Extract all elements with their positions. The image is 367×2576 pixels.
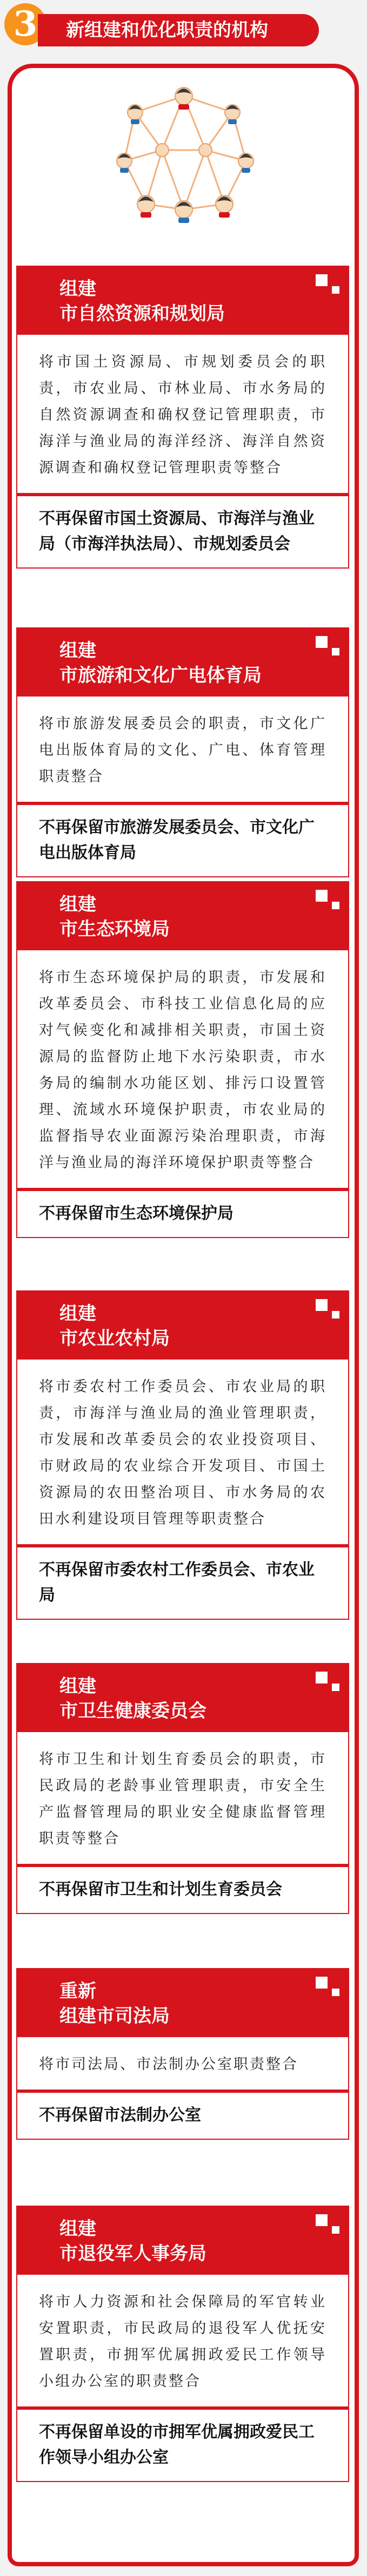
card-header <box>16 881 349 950</box>
card-footer: 不再保留市旅游发展委员会、市文化广电出版体育局 <box>16 803 349 877</box>
card-description: 将市司法局、市法制办公室职责整合 <box>39 2056 298 2073</box>
network-people-illustration <box>103 75 265 231</box>
decorative-square-icon <box>316 1672 328 1683</box>
org-card-ecology-environment <box>16 881 349 1238</box>
card-footer: 不再保留市法制办公室 <box>16 2091 349 2140</box>
card-body <box>16 950 349 1189</box>
card-action: 组建 <box>59 640 96 661</box>
decorative-square-icon <box>332 1311 339 1319</box>
org-card-veterans-affairs <box>16 2206 349 2482</box>
card-action: 组建 <box>59 1303 96 1324</box>
decorative-square-icon <box>316 2214 328 2226</box>
org-card-tourism-culture <box>16 627 349 877</box>
org-card-agriculture <box>16 1290 349 1620</box>
card-header <box>16 1290 349 1360</box>
card-header <box>16 1968 349 2037</box>
decorative-square-icon <box>332 1683 339 1691</box>
decorative-square-icon <box>316 890 328 902</box>
card-body <box>16 2037 349 2091</box>
decorative-square-icon <box>316 274 328 286</box>
card-action: 组建 <box>59 2218 96 2240</box>
card-title: 市退役军人事务局 <box>59 2243 206 2264</box>
card-description: 将市国土资源局、市规划委员会的职责，市农业局、市林业局、市水务局的自然资源调查和确权登记管理职责，市海洋与渔业局的海洋经济、海洋自然资源调查和确权登记管理职责等整合 <box>39 354 326 476</box>
card-description: 将市卫生和计划生育委员会的职责，市民政局的老龄事业管理职责，市安全生产监督管理局的职业安全健康监督管理职责等整合 <box>39 1751 326 1847</box>
section-number-badge: 3 <box>4 3 46 45</box>
card-body <box>16 2275 349 2408</box>
decorative-square-icon <box>332 286 339 294</box>
card-footer: 不再保留市国土资源局、市海洋与渔业局（市海洋执法局）、市规划委员会 <box>16 494 349 569</box>
card-footer: 不再保留单设的市拥军优属拥政爱民工作领导小组办公室 <box>16 2408 349 2482</box>
decorative-square-icon <box>332 902 339 909</box>
card-footer: 不再保留市委农村工作委员会、市农业局 <box>16 1545 349 1620</box>
card-description: 将市委农村工作委员会、市农业局的职责，市海洋与渔业局的渔业管理职责，市发展和改革委员会的农业投资项目、市财政局的农业综合开发项目、市国土资源局的农田整治项目、市水务局的农田水利建设项目管理等职责整合 <box>39 1378 326 1527</box>
card-body <box>16 1360 349 1545</box>
decorative-square-icon <box>332 1989 339 1996</box>
card-body <box>16 1732 349 1865</box>
card-header <box>16 2206 349 2275</box>
card-action: 组建 <box>59 894 96 915</box>
card-action: 组建 <box>59 278 96 300</box>
card-title: 市自然资源和规划局 <box>59 303 225 324</box>
decorative-square-icon <box>316 1977 328 1989</box>
card-action: 组建 <box>59 1675 96 1697</box>
card-description: 将市生态环境保护局的职责，市发展和改革委员会、市科技工业信息化局的应对气候变化和减排相关职责，市国土资源局的监督防止地下水污染职责，市水务局的编制水功能区划、排污口设置管理、流域水环境保护职责，市农业局的监督指导农业面源污染治理职责，市海洋与渔业局的海洋环境保护职责等整合 <box>39 969 326 1171</box>
card-footer: 不再保留市卫生和计划生育委员会 <box>16 1865 349 1914</box>
card-description: 将市旅游发展委员会的职责，市文化广电出版体育局的文化、广电、体育管理职责整合 <box>39 715 326 785</box>
card-header <box>16 627 349 697</box>
section-header <box>0 0 367 59</box>
card-description: 将市人力资源和社会保障局的军官转业安置职责，市民政局的退役军人优抚安置职责，市拥军优属拥政爱民工作领导小组办公室的职责整合 <box>39 2294 326 2390</box>
card-header <box>16 266 349 335</box>
card-title: 市旅游和文化广电体育局 <box>59 665 262 686</box>
decorative-square-icon <box>332 648 339 655</box>
card-title: 市生态环境局 <box>59 918 170 940</box>
card-title: 市卫生健康委员会 <box>59 1700 206 1722</box>
org-card-health <box>16 1663 349 1914</box>
org-card-justice <box>16 1968 349 2140</box>
card-body <box>16 335 349 494</box>
card-title: 组建市司法局 <box>59 2005 170 2027</box>
card-title: 市农业农村局 <box>59 1328 170 1349</box>
card-header <box>16 1663 349 1732</box>
decorative-square-icon <box>316 636 328 648</box>
card-footer: 不再保留市生态环境保护局 <box>16 1189 349 1238</box>
section-title: 新组建和优化职责的机构 <box>38 14 319 46</box>
card-action: 重新 <box>59 1980 96 2002</box>
org-card-natural-resources <box>16 266 349 569</box>
card-body <box>16 697 349 803</box>
decorative-square-icon <box>316 1299 328 1311</box>
decorative-square-icon <box>332 2226 339 2234</box>
